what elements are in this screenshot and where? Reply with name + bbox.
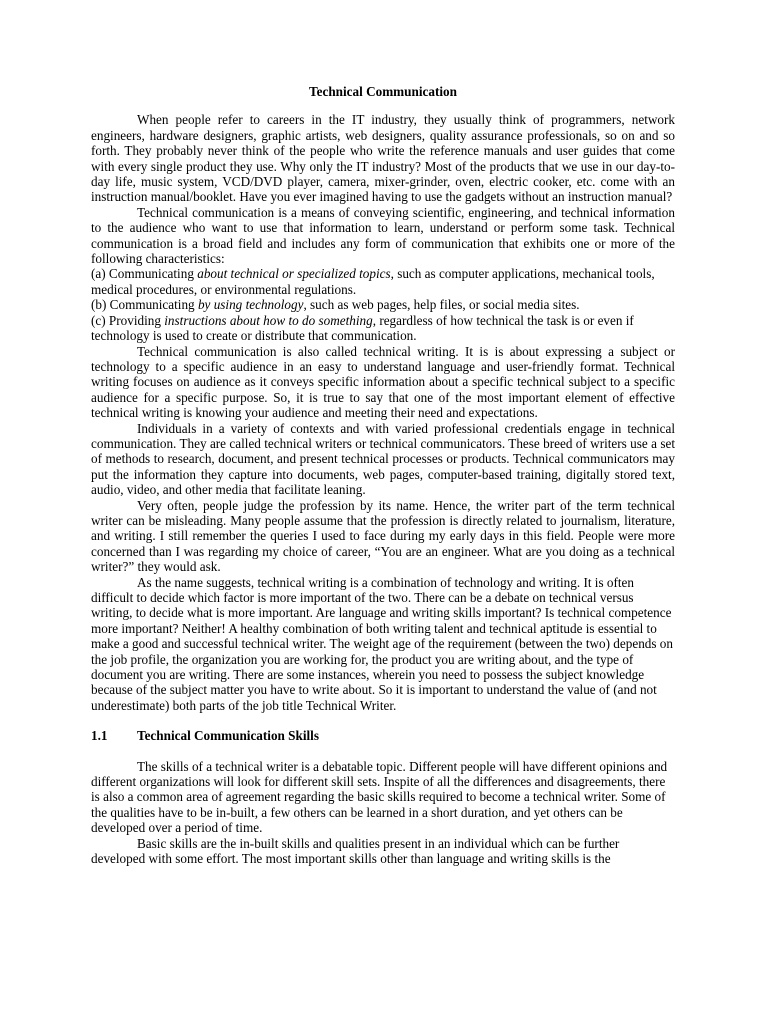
body-paragraph-1: Technical communication is also called technical writing. It is is about expressing a subject or technology to a specific audience in an easy to understand language and user-friendly format. Technical writing focuses on audience as it conveys specific information about a specific technical subject to a specific audience for a specific purpose. So, it is true to say that one of the most important element of effective technical writing is knowing your audience and meeting their need and expectations. bbox=[91, 343, 675, 421]
characteristic-item-c bbox=[91, 313, 675, 344]
document-page bbox=[91, 84, 675, 867]
intro-paragraph-2: Technical communication is a means of conveying scientific, engineering, and technical information to the audience who want to use that information to learn, understand or perform some task. Technical communication is a broad field and includes any form of communication that exhibits one or more of the following characteristics: bbox=[91, 204, 675, 267]
body-paragraph-3: Very often, people judge the profession by its name. Hence, the writer part of the term technical writer can be misleading. Many people assume that the profession is directly related to journalism, literature, and writing. I still remember the queries I used to face during my early days in this field. People were more concerned than I was regarding my choice of career, “You are an engineer. What are you doing as a technical writer?” they would ask. bbox=[91, 497, 675, 575]
characteristic-item-a bbox=[91, 266, 675, 297]
characteristic-suffix: , regardless of how technical the task is or even if technology is used to create or distribute that communication. bbox=[91, 312, 634, 344]
body-paragraph-2: Individuals in a variety of contexts and with varied professional credentials engage in technical communication. They are called technical writers or technical communicators. These breed of writers use a set of methods to research, document, and present technical processes or products. Technical communicators may put the information they capture into documents, web pages, computer-based training, digitally stored text, audio, video, and other media that facilitate leaning. bbox=[91, 420, 675, 498]
characteristic-prefix: (b) Communicating bbox=[91, 297, 198, 313]
characteristic-emphasis: instructions about how to do something bbox=[164, 312, 373, 328]
characteristic-prefix: (a) Communicating bbox=[91, 266, 198, 282]
section-number: 1.1 bbox=[91, 728, 108, 744]
document-title: Technical Communication bbox=[309, 84, 457, 99]
characteristic-prefix: (c) Providing bbox=[91, 312, 165, 328]
body-paragraph-4: As the name suggests, technical writing is a combination of technology and writing. It is often difficult to decide which factor is more important of the two. There can be a debate on technical versus writing, to decide what is more important. Are language and writing skills important? Is technical competence more important? Neither! A healthy combination of both writing talent and technical aptitude is essential to make a good and successful technical writer. The weight age of the requirement (between the two) depends on the job profile, the organization you are working for, the product you are writing about, and the type of document you are writing. There are some instances, wherein you need to possess the subject knowledge because of the subject matter you have to write about. So it is important to understand the value of (and not underestimate) both parts of the job title Technical Writer. bbox=[91, 574, 673, 713]
characteristic-suffix: , such as web pages, help files, or social media sites. bbox=[303, 297, 580, 313]
characteristic-emphasis: by using technology bbox=[197, 297, 304, 313]
section-paragraph-1: The skills of a technical writer is a debatable topic. Different people will have different opinions and different organizations will look for different skill sets. Inspite of all the differences and disagreements, there is also a common area of agreement regarding the basic skills required to become a technical writer. Some of the qualities have to be in-built, a few others can be learned in a short duration, and yet others can be developed over a period of time. bbox=[91, 758, 668, 836]
intro-paragraph-1: When people refer to careers in the IT industry, they usually think of programmers, network engineers, hardware designers, graphic artists, web designers, quality assurance professionals, so on and so forth. They probably never think of the people who write the reference manuals and user guides that come with every single product they use. Why only the IT industry? Most of the products that we use in our day-to-day life, music system, VCD/DVD player, camera, mixer-grinder, oven, electric cooker, etc. come with an instruction manual/booklet. Have you ever imagined having to use the gadgets without an instruction manual? bbox=[91, 112, 675, 205]
characteristic-suffix: , such as computer applications, mechanical tools, medical procedures, or environmental regulations. bbox=[91, 266, 655, 297]
section-heading bbox=[91, 728, 675, 743]
section-title: Technical Communication Skills bbox=[137, 728, 319, 744]
characteristic-item-b bbox=[91, 297, 675, 312]
characteristic-emphasis: about technical or specialized topics bbox=[197, 266, 391, 282]
section-paragraph-2: Basic skills are the in-built skills and qualities present in an individual which can be further developed with some effort. The most important skills other than language and writing skills is the bbox=[91, 835, 620, 867]
